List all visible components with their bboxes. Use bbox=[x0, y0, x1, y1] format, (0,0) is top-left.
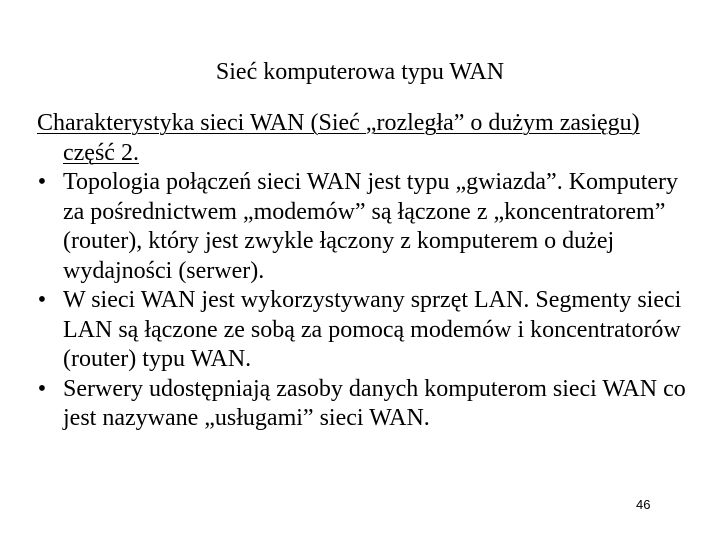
bullet-text: Serwery udostępniają zasoby danych komputerom sieci WAN co jest nazywane „usługami” sieci WAN. bbox=[63, 375, 686, 431]
bullet-text: W sieci WAN jest wykorzystywany sprzęt LAN. Segmenty sieci LAN są łączone ze sobą za pomocą modemów i koncentratorów (router) typu WAN. bbox=[63, 287, 682, 372]
section-heading-text: Charakterystyka sieci WAN (Sieć „rozległa” o dużym zasięgu) część 2. bbox=[37, 110, 640, 166]
bullet-list bbox=[37, 168, 687, 434]
bullet-item-lan-hardware bbox=[37, 286, 687, 375]
slide-content bbox=[37, 109, 687, 434]
section-heading bbox=[37, 109, 687, 168]
bullet-text: Topologia połączeń sieci WAN jest typu „gwiazda”. Komputery za pośrednictwem „modemów” są łączone z „koncentratorem” (router), który jest zwykle łączony z komputerem o dużej wydajności (serwer). bbox=[63, 169, 679, 284]
bullet-item-servers bbox=[37, 375, 687, 434]
bullet-icon: • bbox=[37, 375, 47, 402]
bullet-icon: • bbox=[37, 169, 47, 195]
slide-title: Sieć komputerowa typu WAN bbox=[215, 59, 505, 85]
bullet-item-topology bbox=[37, 168, 687, 286]
bullet-icon: • bbox=[37, 287, 47, 313]
page-number: 46 bbox=[636, 497, 651, 512]
